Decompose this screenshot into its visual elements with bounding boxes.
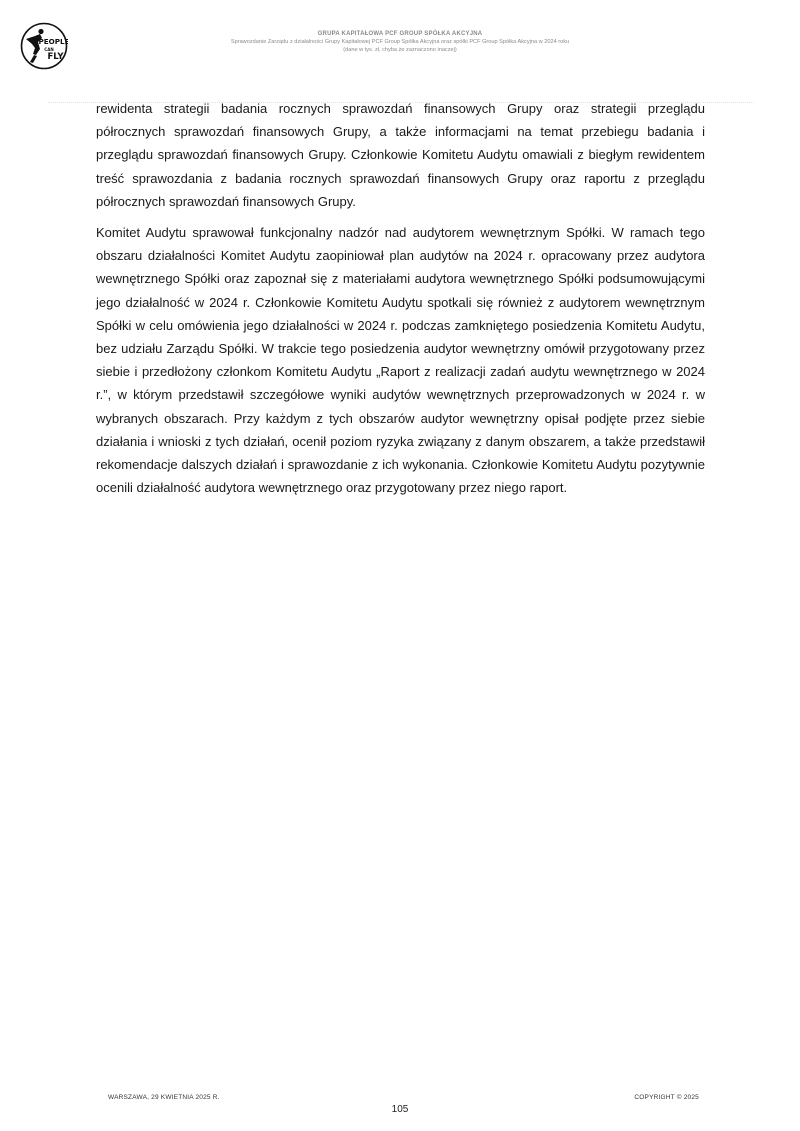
page-header bbox=[150, 30, 650, 54]
document-body bbox=[96, 97, 705, 507]
page-number: 105 bbox=[391, 1104, 409, 1115]
logo-text-can: CAN bbox=[44, 47, 54, 52]
paragraph: Komitet Audytu sprawował funkcjonalny nadzór nad audytorem wewnętrznym Spółki. W ramach tego obszaru działalności Komitet Audytu zaopiniował plan audytów na 2024 r. opracowany przez audytora wewnętrznego Spółki oraz zapoznał się z materiałami audytora wewnętrznego Spółki podsumowującymi jego działalność w 2024 r. Członkowie Komitetu Audytu spotkali się również z audytorem wewnętrznym Spółki w celu omówienia jego działalności w 2024 r. podczas zamkniętego posiedzenia Komitetu Audytu, bez udziału Zarządu Spółki. W trakcie tego posiedzenia audytor wewnętrzny omówił przygotowany przez siebie i przedłożony członkom Komitetu Audytu „Raport z realizacji zadań audytu wewnętrznego w 2024 r.”, w którym przedstawił szczegółowe wyniki audytów wewnętrznych przeprowadzonych w 2024 r. w wybranych obszarach. Przy każdym z tych obszarów audytor wewnętrzny opisał podjęte przez siebie działania i wnioski z tych działań, ocenił poziom ryzyka związany z danym obszarem, a także przedstawił rekomendacje dalszych działań i sprawozdanie z ich wykonania. Członkowie Komitetu Audytu pozytywnie ocenili działalność audytora wewnętrznego oraz przygotowany przez niego raport. bbox=[96, 225, 705, 496]
header-note: (dane w tys. zł, chyba że zaznaczono inaczej) bbox=[343, 47, 457, 53]
header-subtitle: Sprawozdanie Zarządu z działalności Grupy Kapitałowej PCF Group Spółka Akcyjna oraz spółki PCF Group Spółka Akcyjna w 2024 roku bbox=[230, 39, 570, 45]
logo-text-people: PEOPLE bbox=[38, 37, 68, 46]
company-logo bbox=[20, 22, 68, 70]
footer-date: WARSZAWA, 29 KWIETNIA 2025 R. bbox=[108, 1094, 220, 1101]
logo-text-fly: FLY bbox=[47, 52, 64, 62]
footer-copyright: COPYRIGHT © 2025 bbox=[634, 1094, 699, 1101]
header-title: GRUPA KAPITAŁOWA PCF GROUP SPÓŁKA AKCYJNA bbox=[317, 31, 483, 37]
paragraph: rewidenta strategii badania rocznych sprawozdań finansowych Grupy oraz strategii przeglądu półrocznych sprawozdań finansowych Grupy, a także informacjami na temat przebiegu badania i przeglądu sprawozdań finansowych Grupy. Członkowie Komitetu Audytu omawiali z biegłym rewidentem treść sprawozdania z badania rocznych sprawozdań finansowych Grupy oraz raportu z przeglądu półrocznych sprawozdań finansowych Grupy. bbox=[96, 101, 705, 209]
